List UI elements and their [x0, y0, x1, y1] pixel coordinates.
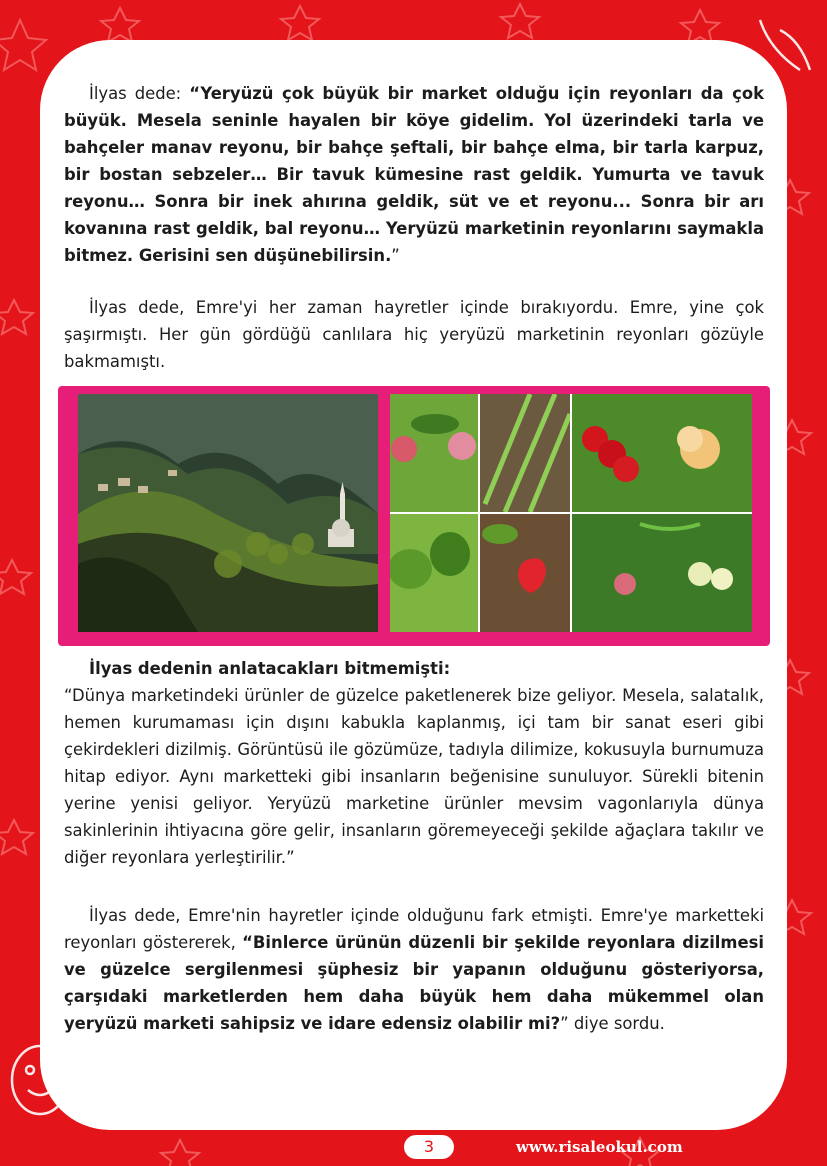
- footer-website-url[interactable]: www.risaleokul.com: [516, 1138, 683, 1156]
- village-landscape-photo: [78, 394, 378, 632]
- paragraph-narration: İlyas dede, Emre'yi her zaman hayretler içinde bırakıyordu. Emre, yine çok şaşırmıştı. Her gün gördüğü canlılara hiç yeryüzü marketinin reyonları gözüyle bakmamıştı.: [64, 298, 764, 371]
- section-heading: İlyas dedenin anlatacakları bitmemişti:: [89, 659, 451, 678]
- question-intro: İlyas dede, Emre'nin hayretler içinde olduğunu fark etmişti. Emre'ye marketteki reyonları göstererek,: [64, 906, 764, 952]
- products-body: “Dünya marketindeki ürünler de güzelce paketlenerek bize geliyor. Mesela, salatalık, hemen kurumaması için dışını kabukla kaplanmış, içi tam bir sanat eseri gibi çekirdekleri dizilmiş. Görüntüsü ile gözümüze, tadıyla dilimize, kokusuyla burnumuza hitap ediyor. Aynı marketteki gibi insanların beğenisine sunuluyor. Sürekli bitenin yerine yenisi geliyor. Yeryüzü marketine ürünler mevsim vagonlarıyla dünya sakinlerinin ihtiyacına göre gelir, insanların göremeyeceği şekilde ağaçlara takılır ve diğer reyonlara yerleştirilir.”: [64, 686, 764, 867]
- fruit-and-garden-collage: [390, 394, 752, 632]
- paragraph-question: [64, 902, 764, 1037]
- question-quote: “Binlerce ürünün düzenli bir şekilde reyonlara dizilmesi ve güzelce sergilenmesi şüphesiz bir yapanın olduğunu gösteriyorsa, çarşıdaki marketlerden hem daha büyük hem daha mükemmel olan yeryüzü marketi sahipsiz ve idare edensiz olabilir mi?: [64, 933, 764, 1033]
- dialogue-quote: “Yeryüzü çok büyük bir market olduğu için reyonları da çok büyük. Mesela seninle hayalen bir köye gidelim. Yol üzerindeki tarla ve bahçeler manav reyonu, bir bahçe şeftali, bir bahçe elma, bir tarla karpuz, bir bostan sebzeler… Bir tavuk kümesine rast geldik. Yumurta ve tavuk reyonu… Sonra bir inek ahırına geldik, süt ve et reyonu... Sonra bir arı kovanına rast geldik, bal reyonu… Yeryüzü marketinin reyonlarını saymakla bitmez. Gerisini sen düşünebilirsin.: [64, 84, 765, 265]
- paragraph-products: [64, 655, 764, 871]
- quote-closing: ”: [391, 246, 400, 265]
- page-number: 3: [404, 1135, 454, 1159]
- speaker-label: İlyas dede:: [89, 84, 190, 103]
- question-outro: ” diye sordu.: [560, 1014, 665, 1033]
- paragraph-dialogue-1: [64, 80, 764, 269]
